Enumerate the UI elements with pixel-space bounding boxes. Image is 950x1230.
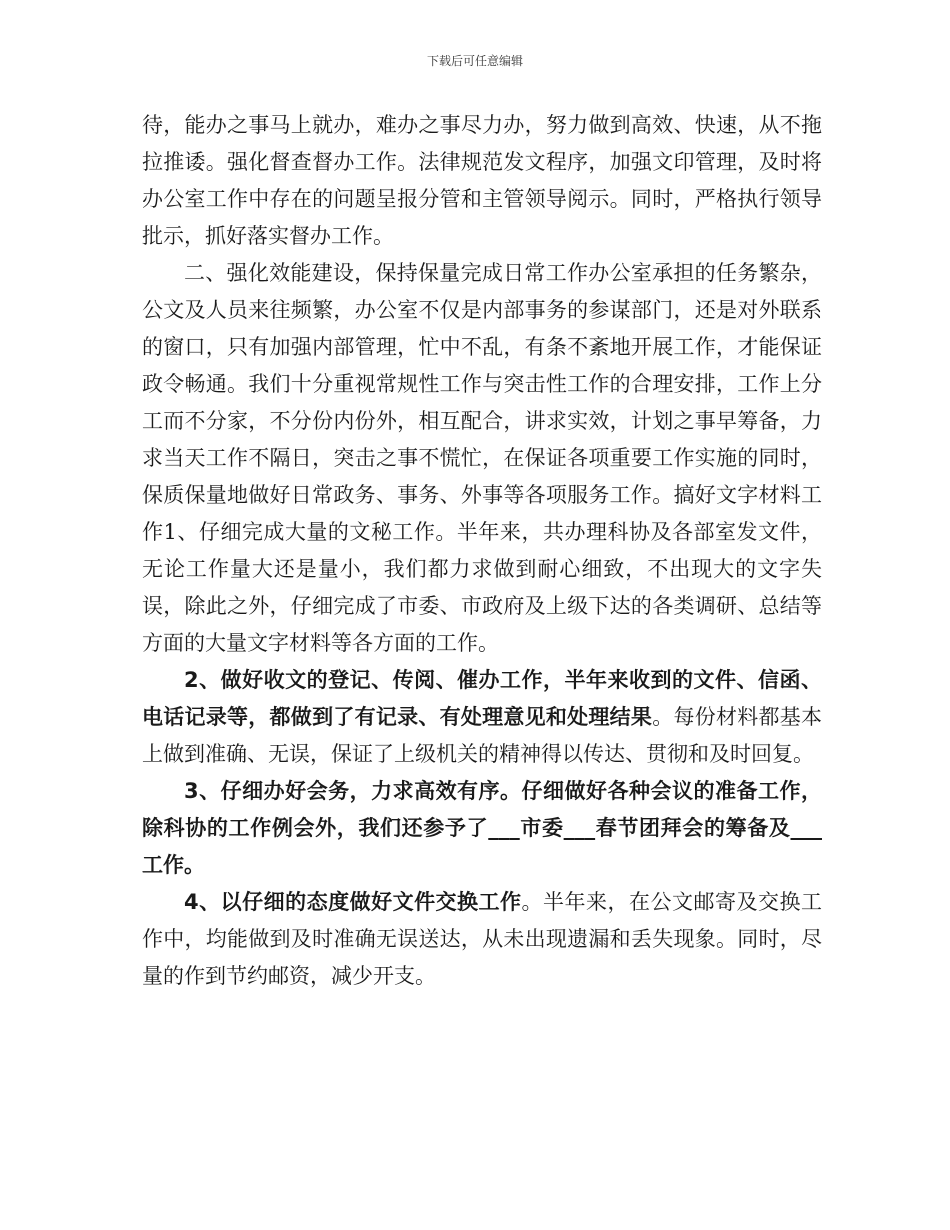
- paragraph-text: 。每份材料都基本上做到准确、无误，保证了上级机关的精神得以传达、贯彻和及时回复。: [142, 705, 823, 766]
- paragraph-continuation: [142, 107, 822, 255]
- paragraph-meetings: [142, 773, 822, 884]
- page-header: [0, 53, 950, 69]
- paragraph-heading: 4、以仔细的态度做好文件交换工作: [184, 890, 522, 914]
- paragraph-incoming-docs: [142, 662, 822, 773]
- paragraph-heading: 2、做好收文的登记、传阅、催办工作，半年来收到的文件、信函、电话记录等，都做到了有记录、有处理意见和处理结果: [142, 668, 822, 729]
- paragraph-text: 待，能办之事马上就办，难办之事尽力办，努力做到高效、快速，从不拖拉推诿。强化督查督办工作。法律规范发文程序，加强文印管理，及时将办公室工作中存在的问题呈报分管和主管领导阅示。同时，严格执行领导批示，抓好落实督办工作。: [142, 113, 822, 248]
- paragraph-heading: 3、仔细办好会务，力求高效有序。仔细做好各种会议的准备工作，除科协的工作例会外，我们还参予了___市委___春节团拜会的筹备及___工作。: [142, 779, 822, 877]
- paragraph-doc-exchange: [142, 884, 822, 995]
- document-body: [142, 107, 822, 995]
- paragraph-text: 二、强化效能建设，保持保量完成日常工作办公室承担的任务繁杂，公文及人员来往频繁，办公室不仅是内部事务的参谋部门，还是对外联系的窗口，只有加强内部管理，忙中不乱，有条不紊地开展工作，才能保证政令畅通。我们十分重视常规性工作与突击性工作的合理安排，工作上分工而不分家，不分份内份外，相互配合，讲求实效，计划之事早筹备，力求当天工作不隔日，突击之事不慌忙，在保证各项重要工作实施的同时，保质保量地做好日常政务、事务、外事等各项服务工作。搞好文字材料工作1、仔细完成大量的文秘工作。半年来，共办理科协及各部室发文件，无论工作量大还是量小，我们都力求做到耐心细致，不出现大的文字失误，除此之外，仔细完成了市委、市政府及上级下达的各类调研、总结等方面的大量文字材料等各方面的工作。: [142, 261, 822, 655]
- header-text: 下载后可任意编辑: [426, 54, 523, 68]
- paragraph-text: 。半年来，在公文邮寄及交换工作中，均能做到及时准确无误送达，从未出现遗漏和丢失现象。同时，尽量的作到节约邮资，减少开支。: [142, 890, 822, 988]
- paragraph-efficiency: [142, 255, 822, 662]
